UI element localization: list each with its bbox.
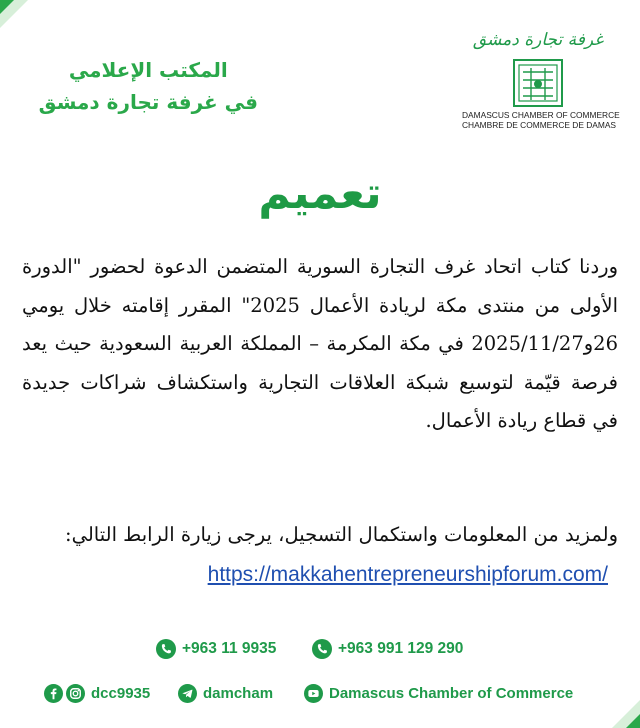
youtube-icon <box>304 684 323 703</box>
phone-number-1: +963 11 9935 <box>182 640 277 657</box>
telegram-handle: damcham <box>203 685 274 702</box>
page-title: تعميم <box>258 168 382 219</box>
office-line2: في غرفة تجارة دمشق <box>38 90 258 114</box>
whatsapp-icon <box>312 639 332 659</box>
phone-number-2: +963 991 129 290 <box>338 640 464 657</box>
logo-emblem-icon <box>512 58 564 108</box>
facebook-icon <box>44 684 63 703</box>
logo-english-name <box>462 110 620 130</box>
office-line1: المكتب الإعلامي <box>68 58 228 82</box>
more-info-text: ولمزيد من المعلومات واستكمال التسجيل، يرجى زيارة الرابط التالي: <box>65 523 618 546</box>
media-office-heading <box>39 54 258 118</box>
chamber-logo <box>462 30 620 135</box>
channel-name: Damascus Chamber of Commerce <box>329 685 574 702</box>
social-contact-facebook-instagram[interactable] <box>44 684 150 703</box>
phone-contact-2[interactable] <box>312 639 463 659</box>
corner-decoration-top-left <box>0 0 40 40</box>
social-contact-youtube[interactable] <box>304 684 573 703</box>
logo-english-line1: DAMASCUS CHAMBER OF COMMERCE <box>462 110 620 120</box>
instagram-icon <box>66 684 85 703</box>
circular-body <box>22 248 618 441</box>
forum-registration-link[interactable]: https://makkahentrepreneurshipforum.com/ <box>207 563 608 586</box>
corner-decoration-bottom-right <box>600 688 640 728</box>
logo-arabic-name: غرفة تجارة دمشق <box>472 30 604 50</box>
social-contact-telegram[interactable] <box>178 684 273 703</box>
social-handle: dcc9935 <box>91 685 151 702</box>
logo-english-line2: CHAMBRE DE COMMERCE DE DAMAS <box>462 120 617 130</box>
phone-icon <box>156 639 176 659</box>
telegram-icon <box>178 684 197 703</box>
phone-contact-1[interactable] <box>156 639 276 659</box>
circular-paragraph: وردنا كتاب اتحاد غرف التجارة السورية المتضمن الدعوة لحضور "الدورة الأولى من منتدى مكة لريادة الأعمال 2025" المقرر إقامته خلال يومي 26و2025/11/27 في مكة المكرمة – المملكة العربية السعودية حيث يعد فرصة قيّمة لتوسيع شبكة العلاقات التجارية واستكشاف شراكات جديدة في قطاع ريادة الأعمال. <box>22 255 618 432</box>
